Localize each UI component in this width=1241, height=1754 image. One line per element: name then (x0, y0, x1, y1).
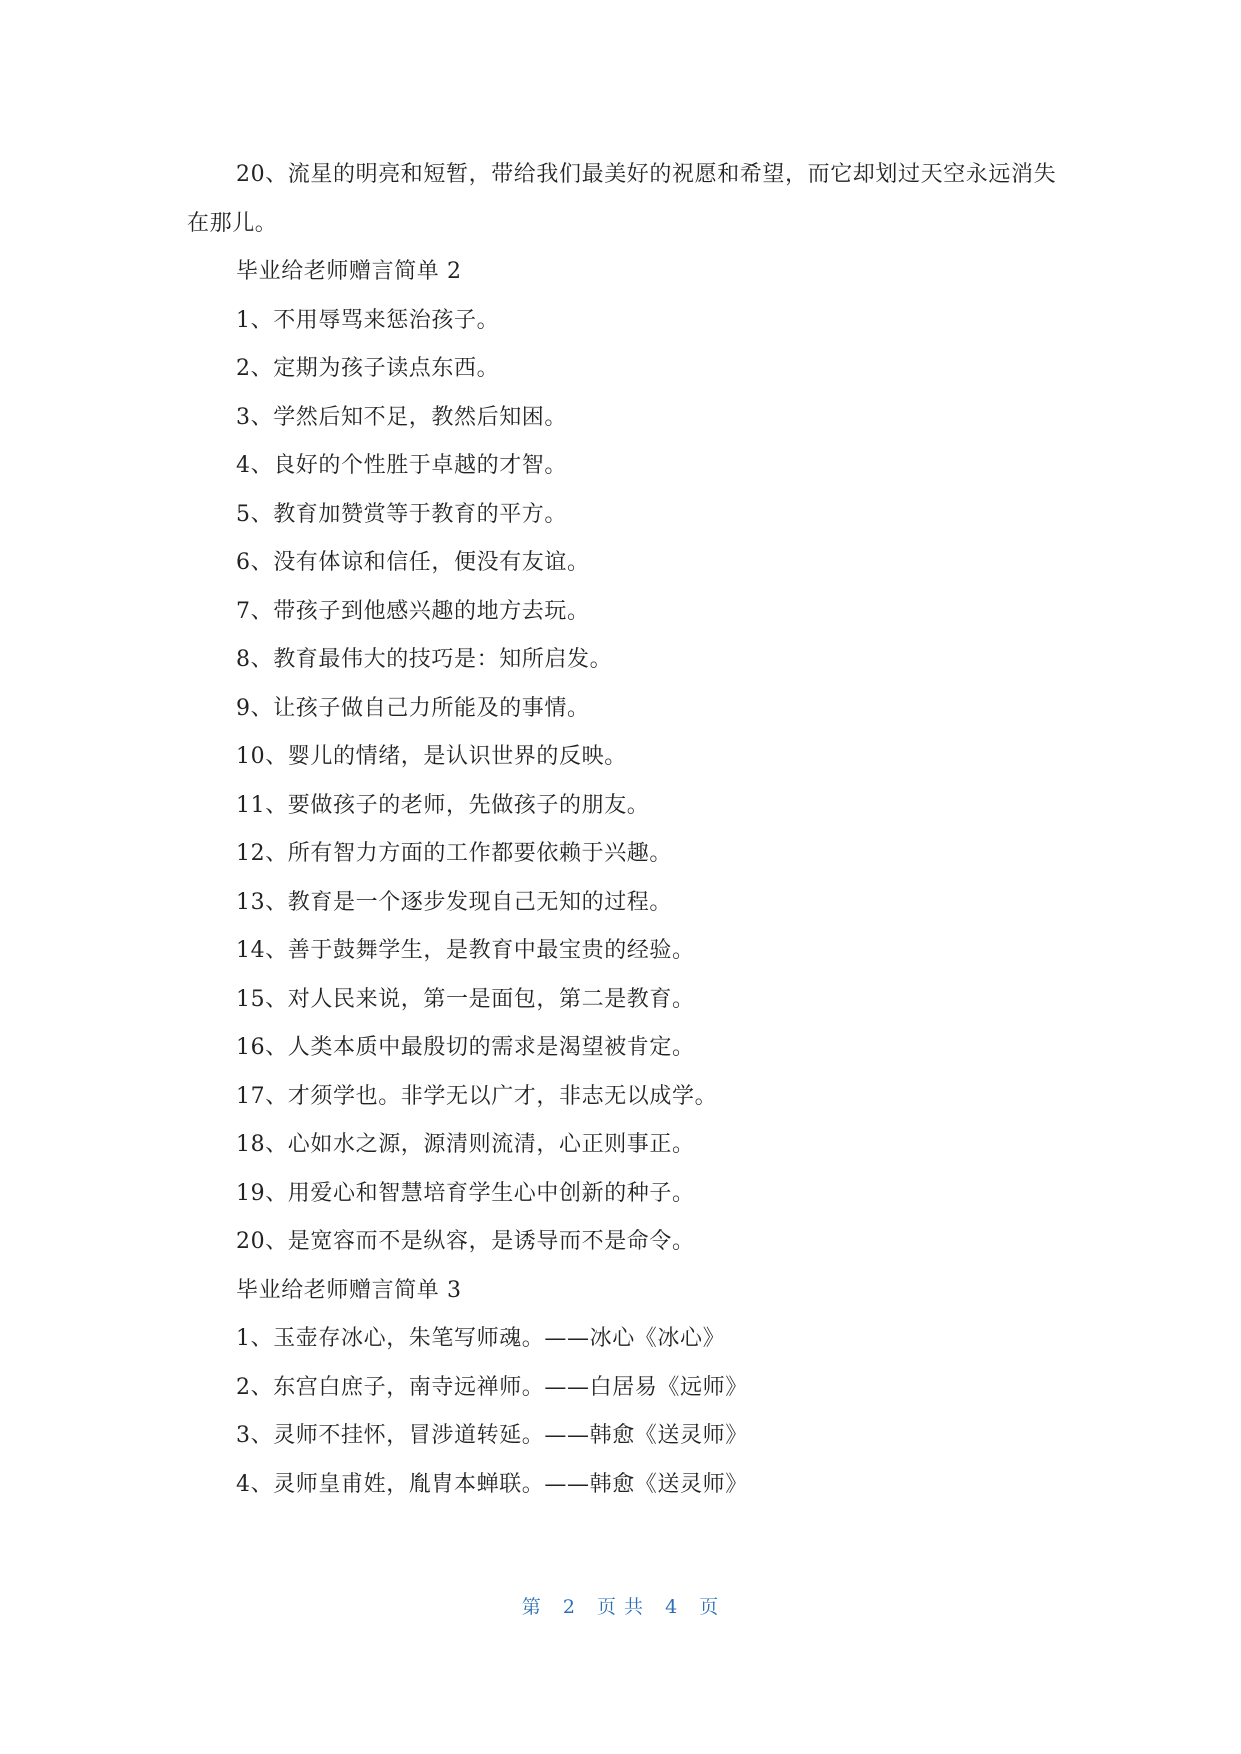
footer-middle: 页 共 (596, 1596, 645, 1618)
list-item: 14、善于鼓舞学生，是教育中最宝贵的经验。 (236, 938, 695, 963)
list-item: 8、教育最伟大的技巧是：知所启发。 (236, 647, 613, 672)
list-item: 9、让孩子做自己力所能及的事情。 (236, 695, 590, 721)
list-item: 13、教育是一个逐步发现自己无知的过程。 (236, 889, 672, 915)
list-item: 3、学然后知不足，教然后知困。 (236, 404, 567, 430)
list-item: 15、对人民来说，第一是面包，第二是教育。 (236, 986, 695, 1012)
page-footer (0, 1592, 1241, 1619)
list-item: 2、东宫白庶子，南寺远禅师。——白居易《远师》 (236, 1374, 748, 1400)
list-item: 10、婴儿的情绪，是认识世界的反映。 (236, 744, 627, 769)
list-item: 6、没有体谅和信任，便没有友谊。 (236, 550, 590, 575)
list-item: 20、是宽容而不是纵容，是诱导而不是命令。 (236, 1229, 695, 1254)
list-item: 19、用爱心和智慧培育学生心中创新的种子。 (236, 1180, 695, 1206)
list-item: 1、不用辱骂来惩治孩子。 (236, 307, 500, 333)
list-item: 12、所有智力方面的工作都要依赖于兴趣。 (236, 841, 672, 866)
list-item: 17、才须学也。非学无以广才，非志无以成学。 (236, 1083, 718, 1109)
list-item: 5、教育加赞赏等于教育的平方。 (236, 501, 567, 527)
list-item: 4、灵师皇甫姓，胤胄本蝉联。——韩愈《送灵师》 (236, 1471, 748, 1497)
paragraph: 20、流星的明亮和短暂，带给我们最美好的祝愿和希望，而它却划过天空永远消失在那儿。 (187, 162, 1057, 236)
footer-prefix: 第 (521, 1596, 542, 1618)
list-item: 3、灵师不挂怀，冒涉道转延。——韩愈《送灵师》 (236, 1423, 748, 1448)
section-heading: 毕业给老师赠言简单 3 (236, 1277, 462, 1303)
list-item: 4、良好的个性胜于卓越的才智。 (236, 453, 567, 478)
document-body (187, 151, 1067, 1509)
list-item: 18、心如水之源，源清则流清，心正则事正。 (236, 1132, 695, 1157)
list-item: 7、带孩子到他感兴趣的地方去玩。 (236, 598, 590, 624)
list-item: 16、人类本质中最殷切的需求是渴望被肯定。 (236, 1035, 695, 1060)
list-item: 2、定期为孩子读点东西。 (236, 356, 500, 381)
list-item: 11、要做孩子的老师，先做孩子的朋友。 (236, 792, 650, 818)
footer-total-pages: 4 (665, 1596, 679, 1618)
list-item: 1、玉壶存冰心，朱笔写师魂。——冰心《冰心》 (236, 1326, 726, 1351)
section-heading: 毕业给老师赠言简单 2 (236, 259, 462, 284)
footer-suffix: 页 (699, 1596, 720, 1618)
footer-current-page: 2 (562, 1596, 576, 1618)
